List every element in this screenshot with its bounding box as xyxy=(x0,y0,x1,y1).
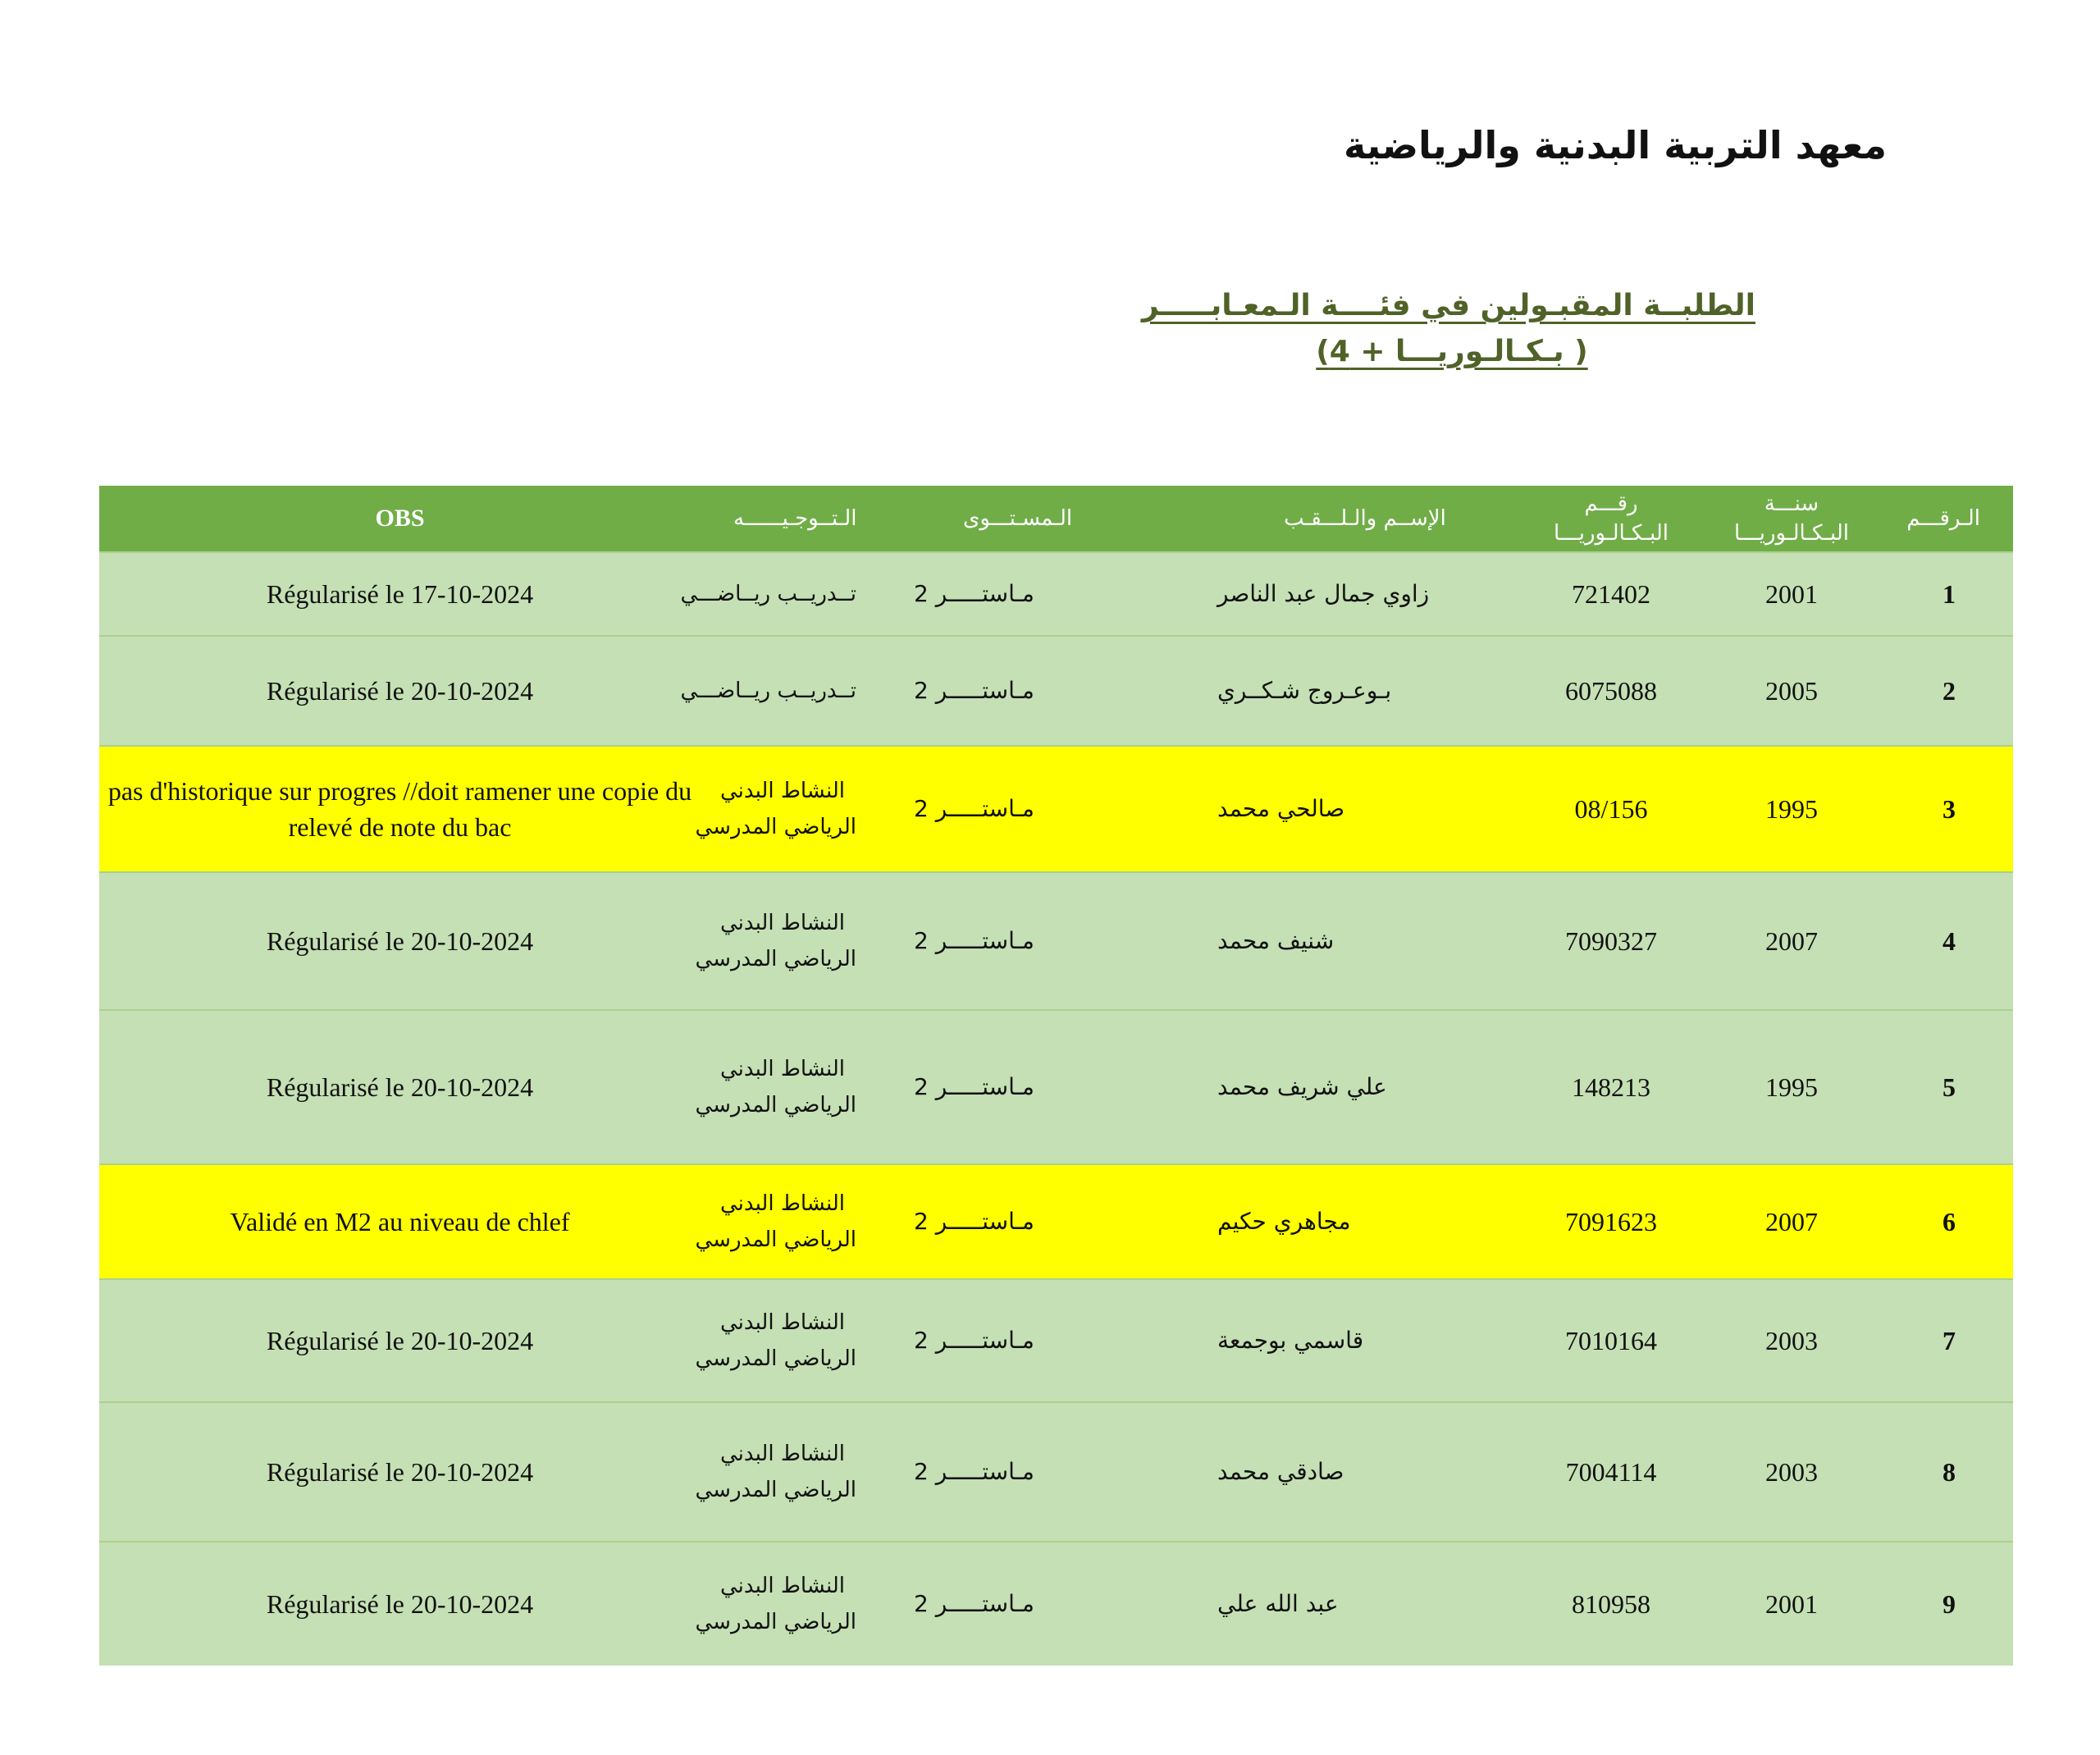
column-header-num: الـرقـــم xyxy=(1882,486,2013,552)
table-row xyxy=(99,1402,2013,1542)
cell-name: بـوعـروج شـكــري xyxy=(1209,636,1521,746)
cell-obs: Régularisé le 20-10-2024 xyxy=(99,1279,701,1402)
cell-name: زاوي جمال عبد الناصر xyxy=(1209,552,1521,636)
cell-bac-year: 2007 xyxy=(1701,872,1882,1010)
cell-num: 2 xyxy=(1882,636,2013,746)
cell-num: 5 xyxy=(1882,1010,2013,1164)
orientation-line-1: النشاط البدني xyxy=(720,1191,845,1216)
table-row xyxy=(99,746,2013,872)
cell-level: مـاستـــــر 2 xyxy=(865,746,1209,872)
table-row xyxy=(99,636,2013,746)
cell-bac-year: 1995 xyxy=(1701,1010,1882,1164)
table-row xyxy=(99,552,2013,636)
cell-level: مـاستـــــر 2 xyxy=(865,1279,1209,1402)
cell-bac-number: 08/156 xyxy=(1521,746,1701,872)
cell-level: مـاستـــــر 2 xyxy=(865,1010,1209,1164)
cell-bac-year: 1995 xyxy=(1701,746,1882,872)
table-row xyxy=(99,1279,2013,1402)
orientation-line-1: النشاط البدني xyxy=(720,911,845,935)
cell-orientation xyxy=(680,636,865,746)
orientation-line-2: الرياضي المدرسي xyxy=(695,1610,856,1634)
cell-level: مـاستـــــر 2 xyxy=(865,636,1209,746)
cell-bac-year: 2003 xyxy=(1701,1279,1882,1402)
cell-num: 8 xyxy=(1882,1402,2013,1542)
cell-bac-number: 7004114 xyxy=(1521,1402,1701,1542)
cell-num: 7 xyxy=(1882,1279,2013,1402)
orientation-line-1: النشاط البدني xyxy=(720,1442,845,1466)
cell-bac-number: 721402 xyxy=(1521,552,1701,636)
cell-orientation xyxy=(695,1542,865,1666)
cell-name: صادقي محمد xyxy=(1209,1402,1521,1542)
cell-bac-number: 7010164 xyxy=(1521,1279,1701,1402)
cell-bac-number: 148213 xyxy=(1521,1010,1701,1164)
table-row xyxy=(99,1010,2013,1164)
header-line-2: البـكـالـوريـــا xyxy=(1553,521,1669,546)
orientation-line-2: الرياضي المدرسي xyxy=(695,815,856,839)
cell-obs: Validé en M2 au niveau de chlef xyxy=(99,1164,701,1279)
table-header-row xyxy=(99,486,2013,552)
orientation-line-2: الرياضي المدرسي xyxy=(695,1227,856,1252)
column-header-orientation: الـتــوجـيــــــه xyxy=(701,486,865,552)
cell-bac-number: 6075088 xyxy=(1521,636,1701,746)
orientation-line-2: الرياضي المدرسي xyxy=(695,1093,856,1117)
cell-num: 1 xyxy=(1882,552,2013,636)
institute-title: معهد التربية البدنية والرياضية xyxy=(1343,123,1887,167)
subtitle-line-2: ( بـكـالـوريـــا + 4) xyxy=(1316,335,1588,368)
table-row xyxy=(99,1542,2013,1666)
cell-level: مـاستـــــر 2 xyxy=(865,552,1209,636)
cell-level: مـاستـــــر 2 xyxy=(865,1402,1209,1542)
cell-obs: Régularisé le 20-10-2024 xyxy=(99,872,701,1010)
cell-obs: Régularisé le 20-10-2024 xyxy=(99,1402,701,1542)
orientation-line-2: الرياضي المدرسي xyxy=(695,1478,856,1502)
cell-num: 3 xyxy=(1882,746,2013,872)
cell-orientation xyxy=(680,552,865,636)
cell-name: عبد الله علي xyxy=(1209,1542,1521,1666)
orientation-line-1: تــدريــب ريــاضـــي xyxy=(680,582,856,606)
orientation-line-1: تــدريــب ريــاضـــي xyxy=(680,679,856,703)
cell-orientation xyxy=(695,1279,865,1402)
column-header-obs: OBS xyxy=(99,486,701,552)
cell-obs: Régularisé le 20-10-2024 xyxy=(99,1010,701,1164)
header-line-1: سنـــة xyxy=(1764,491,1819,516)
cell-orientation xyxy=(695,872,865,1010)
cell-bac-year: 2001 xyxy=(1701,1542,1882,1666)
orientation-line-1: النشاط البدني xyxy=(720,1057,845,1081)
cell-name: صالحي محمد xyxy=(1209,746,1521,872)
cell-bac-year: 2007 xyxy=(1701,1164,1882,1279)
students-table xyxy=(99,486,2013,1666)
orientation-line-1: النشاط البدني xyxy=(720,779,845,803)
cell-obs: Régularisé le 20-10-2024 xyxy=(99,636,701,746)
cell-obs: Régularisé le 20-10-2024 xyxy=(99,1542,701,1666)
cell-level: مـاستـــــر 2 xyxy=(865,872,1209,1010)
column-header-bac-year xyxy=(1701,486,1882,552)
cell-level: مـاستـــــر 2 xyxy=(865,1542,1209,1666)
table-row xyxy=(99,872,2013,1010)
cell-orientation xyxy=(695,1164,865,1279)
orientation-line-2: الرياضي المدرسي xyxy=(695,947,856,971)
column-header-bac-number xyxy=(1521,486,1701,552)
cell-bac-number: 810958 xyxy=(1521,1542,1701,1666)
cell-name: علي شريف محمد xyxy=(1209,1010,1521,1164)
document-subtitle xyxy=(1141,286,1755,372)
cell-num: 9 xyxy=(1882,1542,2013,1666)
orientation-line-1: النشاط البدني xyxy=(720,1310,845,1335)
cell-num: 4 xyxy=(1882,872,2013,1010)
cell-name: مجاهري حكيم xyxy=(1209,1164,1521,1279)
cell-bac-year: 2005 xyxy=(1701,636,1882,746)
subtitle-line-1: الطلبــة المقبـولين في فئــــة الـمعـابـــــر xyxy=(1141,289,1755,322)
header-line-1: رقـــم xyxy=(1584,491,1638,516)
table-row xyxy=(99,1164,2013,1279)
orientation-line-1: النشاط البدني xyxy=(720,1574,845,1598)
cell-orientation xyxy=(695,1402,865,1542)
orientation-line-2: الرياضي المدرسي xyxy=(695,1346,856,1371)
cell-obs: pas d'historique sur progres //doit ramener une copie du relevé de note du bac xyxy=(99,746,701,872)
cell-orientation xyxy=(695,746,865,872)
cell-obs: Régularisé le 17-10-2024 xyxy=(99,552,701,636)
cell-bac-number: 7091623 xyxy=(1521,1164,1701,1279)
column-header-level: الـمسـتـــوى xyxy=(865,486,1209,552)
cell-bac-number: 7090327 xyxy=(1521,872,1701,1010)
cell-bac-year: 2001 xyxy=(1701,552,1882,636)
cell-bac-year: 2003 xyxy=(1701,1402,1882,1542)
cell-level: مـاستـــــر 2 xyxy=(865,1164,1209,1279)
header-line-2: البـكـالـوريـــا xyxy=(1733,521,1850,546)
cell-name: شنيف محمد xyxy=(1209,872,1521,1010)
cell-name: قاسمي بوجمعة xyxy=(1209,1279,1521,1402)
cell-orientation xyxy=(695,1010,865,1164)
cell-num: 6 xyxy=(1882,1164,2013,1279)
column-header-name: الإســم والـلـــقـب xyxy=(1209,486,1521,552)
